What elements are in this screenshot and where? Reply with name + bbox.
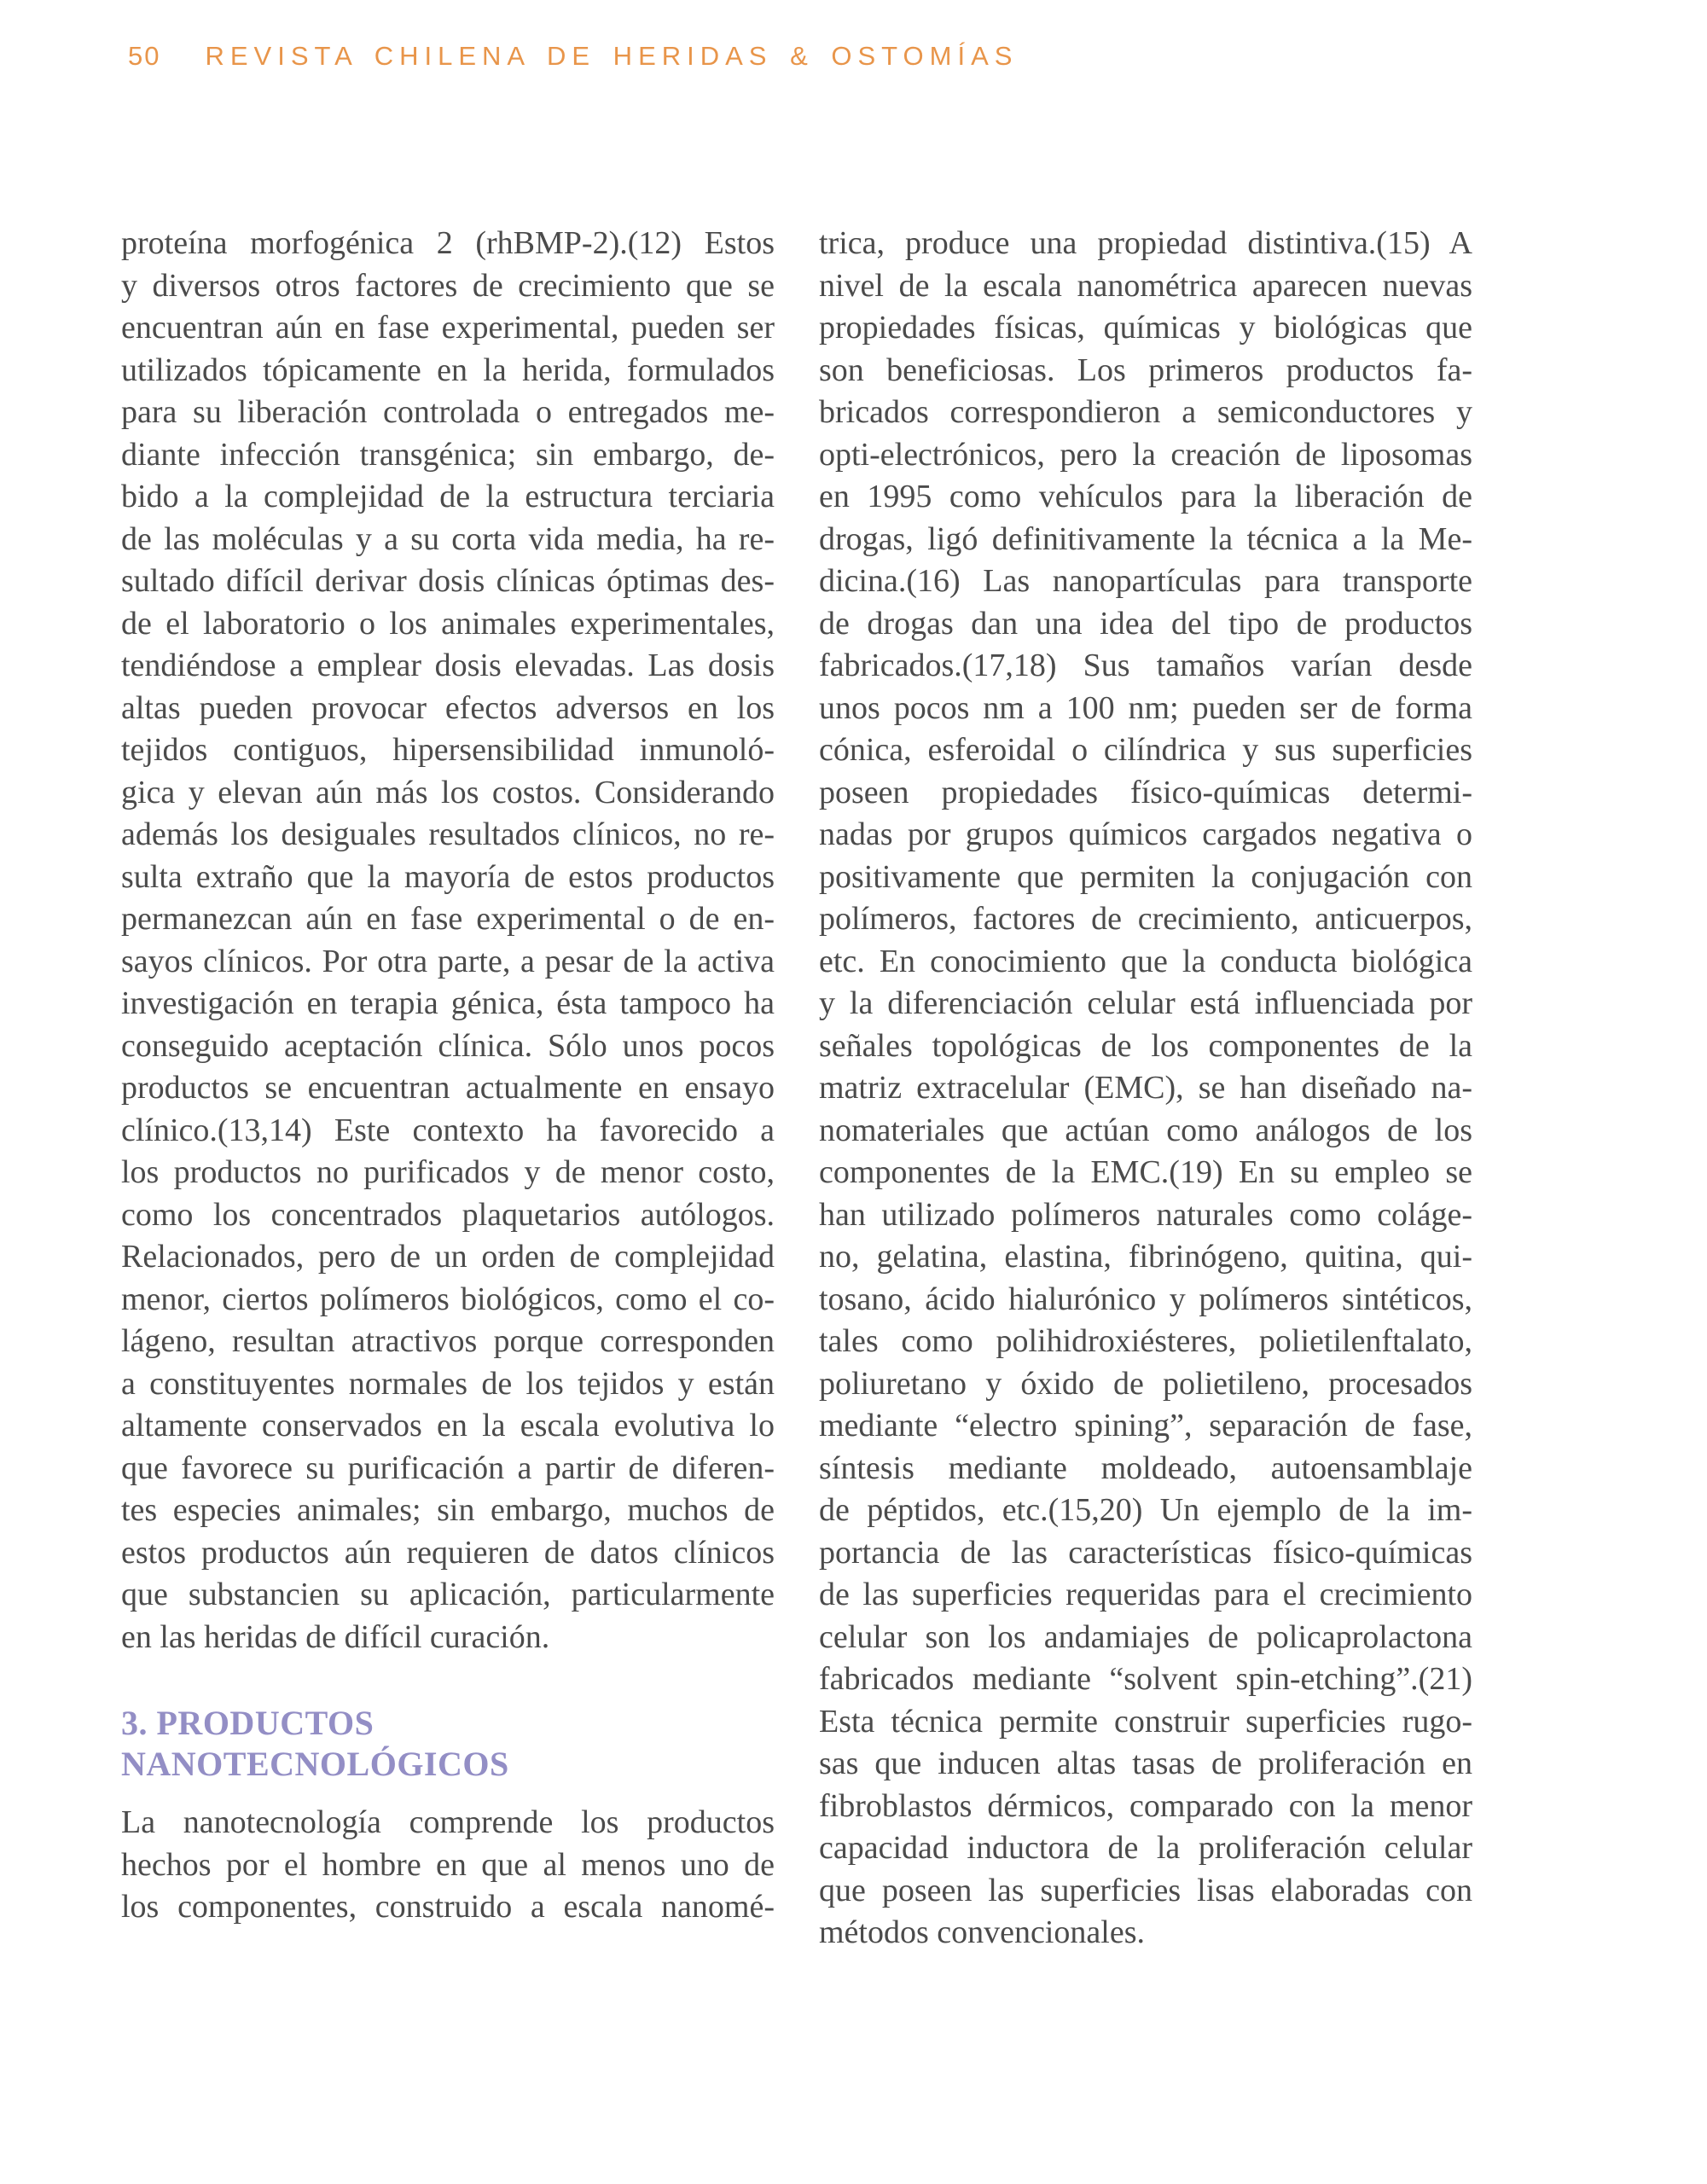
- text-line: fibroblastos dérmicos, comparado con la menor: [819, 1787, 1472, 1824]
- text-line: poseen propiedades físico-químicas determi-: [819, 774, 1472, 810]
- left-text-column: [121, 223, 775, 1929]
- text-line: drogas, ligó definitivamente la técnica a la Me-: [819, 520, 1472, 557]
- text-line: poliuretano y óxido de polietileno, procesados: [819, 1365, 1472, 1402]
- text-line: síntesis mediante moldeado, autoensamblaje: [819, 1449, 1472, 1486]
- text-line: de las superficies requeridas para el crecimiento: [819, 1577, 1472, 1612]
- text-line: positivamente que permiten la conjugación con: [819, 858, 1472, 895]
- text-line: sulta extraño que la mayoría de estos productos: [121, 858, 775, 895]
- text-line: no, gelatina, elastina, fibrinógeno, quitina, qui-: [819, 1239, 1472, 1275]
- text-line: estos productos aún requieren de datos clínicos: [121, 1534, 775, 1571]
- text-line: fabricados mediante “solvent spin-etching”.(21): [819, 1661, 1472, 1697]
- text-line: para su liberación controlada o entregados me-: [121, 394, 775, 430]
- text-line: clínico.(13,14) Este contexto ha favorecido a: [121, 1112, 775, 1148]
- text-line: sayos clínicos. Por otra parte, a pesar de la activa: [121, 943, 775, 979]
- text-line: encuentran aún en fase experimental, pueden ser: [121, 310, 775, 346]
- text-line: de las moléculas y a su corta vida media, ha re-: [121, 520, 775, 557]
- text-line: nivel de la escala nanométrica aparecen nuevas: [819, 267, 1472, 304]
- text-line: componentes de la EMC.(19) En su empleo se: [819, 1154, 1472, 1190]
- text-line: Esta técnica permite construir superficies rugo-: [819, 1703, 1472, 1740]
- text-line: nadas por grupos químicos cargados negativa o: [819, 816, 1472, 852]
- text-line: bido a la complejidad de la estructura terciaria: [121, 479, 775, 514]
- text-line: cónica, esferoidal o cilíndrica y sus superficies: [819, 732, 1472, 768]
- text-line: fabricados.(17,18) Sus tamaños varían desde: [819, 648, 1472, 683]
- text-line: investigación en terapia génica, ésta tampoco ha: [121, 985, 775, 1021]
- text-line: dicina.(16) Las nanopartículas para transporte: [819, 563, 1472, 599]
- text-line: sultado difícil derivar dosis clínicas óptimas des-: [121, 563, 775, 599]
- text-line: métodos convencionales.: [819, 1914, 1146, 1950]
- text-line: además los desiguales resultados clínicos, no re-: [121, 816, 775, 852]
- text-line: conseguido aceptación clínica. Sólo unos pocos: [121, 1027, 775, 1064]
- text-line: mediante “electro spining”, separación de fase,: [819, 1408, 1472, 1443]
- section-heading-productos-nanotecnologicos: [121, 1703, 775, 1785]
- text-line: en 1995 como vehículos para la liberación de: [819, 479, 1472, 514]
- text-line: bricados correspondieron a semiconductores y: [819, 394, 1472, 430]
- running-head: [128, 41, 1018, 72]
- text-line: Relacionados, pero de un orden de complejidad: [121, 1239, 775, 1275]
- text-line: que favorece su purificación a partir de diferen-: [121, 1449, 775, 1486]
- paragraph-block: [819, 223, 1472, 1955]
- text-line: y diversos otros factores de crecimiento que se: [121, 267, 775, 304]
- text-line: como los concentrados plaquetarios autólogos.: [121, 1196, 775, 1233]
- text-line: tosano, ácido hialurónico y polímeros sintéticos,: [819, 1281, 1472, 1317]
- text-line: de drogas dan una idea del tipo de productos: [819, 605, 1472, 642]
- text-line: portancia de las características físico-químicas: [819, 1534, 1472, 1571]
- text-line: tales como polihidroxiésteres, polietilenftalato,: [819, 1323, 1472, 1359]
- journal-title: REVISTA CHILENA DE HERIDAS & OSTOMÍAS: [205, 41, 1019, 71]
- text-line: altas pueden provocar efectos adversos en los: [121, 689, 775, 726]
- text-line: son beneficiosas. Los primeros productos fa-: [819, 351, 1472, 388]
- text-line: tes especies animales; sin embargo, muchos de: [121, 1492, 775, 1528]
- text-line: propiedades físicas, químicas y biológicas que: [819, 310, 1472, 346]
- text-line: NANOTECNOLÓGICOS: [121, 1745, 509, 1783]
- text-line: capacidad inductora de la proliferación celular: [819, 1830, 1472, 1866]
- text-line: 3. PRODUCTOS: [121, 1704, 374, 1742]
- paragraph-block: [121, 223, 775, 1658]
- text-line: menor, ciertos polímeros biológicos, como el co-: [121, 1281, 775, 1317]
- text-line: sas que inducen altas tasas de proliferación en: [819, 1745, 1472, 1781]
- text-line: lágeno, resultan atractivos porque corresponden: [121, 1323, 775, 1359]
- text-line: que substancien su aplicación, particularmente: [121, 1577, 775, 1612]
- text-line: unos pocos nm a 100 nm; pueden ser de forma: [819, 689, 1472, 726]
- right-text-column: [819, 223, 1472, 1955]
- text-line: matriz extracelular (EMC), se han diseñado na-: [819, 1070, 1472, 1106]
- text-line: altamente conservados en la escala evolutiva lo: [121, 1408, 775, 1443]
- text-line: señales topológicas de los componentes de la: [819, 1027, 1472, 1064]
- text-line: tejidos contiguos, hipersensibilidad inmunoló-: [121, 732, 775, 768]
- page-number: 50: [128, 41, 161, 71]
- paragraph-block: [121, 1802, 775, 1929]
- text-line: productos se encuentran actualmente en ensayo: [121, 1070, 775, 1106]
- text-line: gica y elevan aún más los costos. Considerando: [121, 774, 775, 810]
- text-line: y la diferenciación celular está influenciada por: [819, 985, 1472, 1021]
- text-line: celular son los andamiajes de policaprolactona: [819, 1618, 1472, 1655]
- text-line: de péptidos, etc.(15,20) Un ejemplo de la im-: [819, 1492, 1472, 1528]
- text-line: utilizados tópicamente en la herida, formulados: [121, 351, 775, 388]
- text-line: polímeros, factores de crecimiento, anticuerpos,: [819, 901, 1472, 937]
- text-line: a constituyentes normales de los tejidos y están: [121, 1365, 775, 1402]
- text-line: trica, produce una propiedad distintiva.(15) A: [819, 225, 1472, 261]
- text-line: han utilizado polímeros naturales como coláge-: [819, 1196, 1472, 1233]
- text-line: La nanotecnología comprende los productos: [121, 1804, 775, 1840]
- text-line: etc. En conocimiento que la conducta biológica: [819, 943, 1472, 979]
- text-line: los componentes, construido a escala nanomé-: [121, 1889, 775, 1925]
- text-line: los productos no purificados y de menor costo,: [121, 1154, 775, 1190]
- text-line: hechos por el hombre en que al menos uno de: [121, 1846, 775, 1883]
- text-line: diante infección transgénica; sin embargo, de-: [121, 436, 775, 473]
- text-line: nomateriales que actúan como análogos de los: [819, 1112, 1472, 1148]
- text-line: que poseen las superficies lisas elaboradas con: [819, 1872, 1472, 1908]
- text-line: de el laboratorio o los animales experimentales,: [121, 605, 775, 642]
- text-line: en las heridas de difícil curación.: [121, 1618, 550, 1655]
- text-line: tendiéndose a emplear dosis elevadas. Las dosis: [121, 648, 775, 683]
- text-line: permanezcan aún en fase experimental o de en-: [121, 901, 775, 937]
- text-line: proteína morfogénica 2 (rhBMP-2).(12) Estos: [121, 225, 775, 261]
- text-line: opti-electrónicos, pero la creación de liposomas: [819, 436, 1472, 473]
